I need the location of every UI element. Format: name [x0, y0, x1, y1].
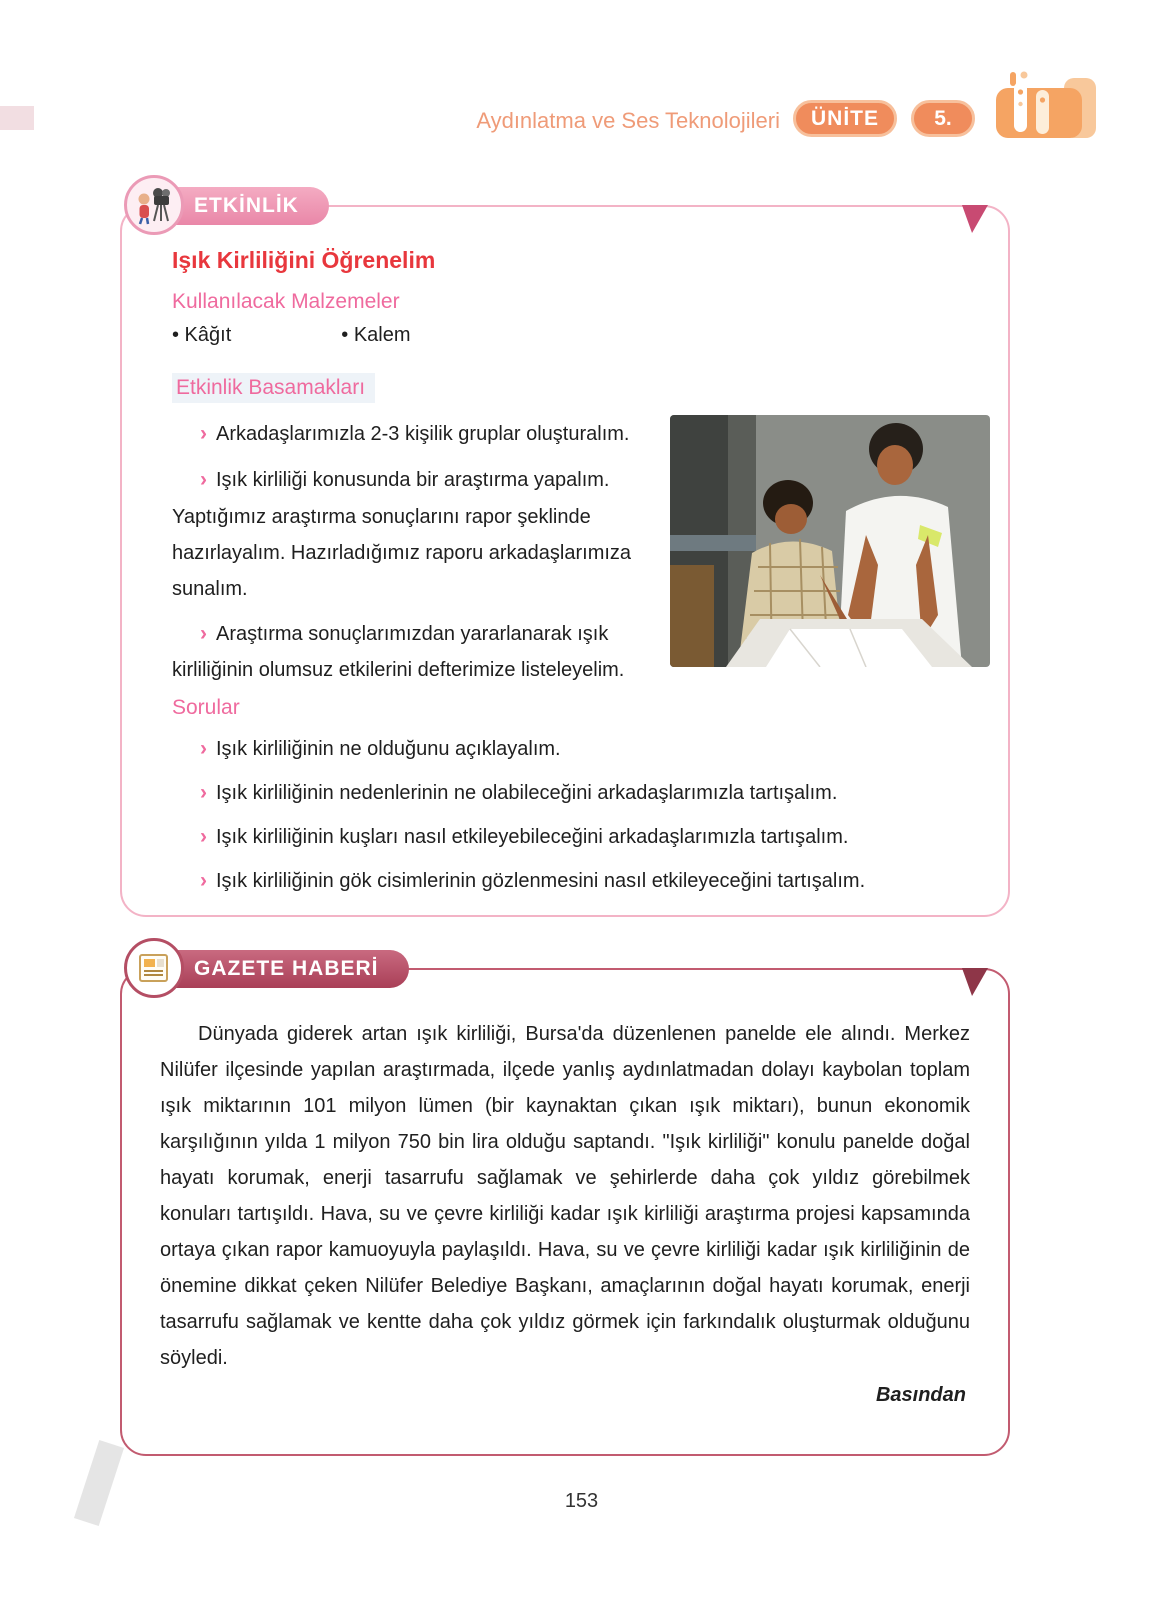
activity-tag-label: ETKİNLİK [130, 187, 329, 225]
materials-heading: Kullanılacak Malzemeler [172, 290, 400, 313]
question-text: Işık kirliliğinin nedenlerinin ne olabileceğini arkadaşlarımızla tartışalım. [216, 782, 838, 805]
corner-ribbon-icon [958, 968, 988, 996]
page-number: 153 [564, 1490, 599, 1512]
newspaper-icon [124, 938, 184, 998]
activity-content [122, 207, 1008, 915]
materials-list [172, 324, 990, 347]
question-text: Işık kirliliğinin ne olduğunu açıklayalım. [216, 738, 561, 761]
steps-area [172, 415, 990, 688]
arrow-bullet-icon: › [200, 824, 207, 848]
news-body: Dünyada giderek artan ışık kirliliği, Bursa'da düzenlenen panelde ele alındı. Merkez Nilüfer ilçesinde yapılan araştırmada, ilçede yanlış aydınlatmadan dolayı kaybolan toplam ışık miktarının 101 milyon lümen (bir kaynaktan çıkan ışık miktarı), bunun ekonomik karşılığının yılda 1 milyon 750 bin lira olduğu saptandı. "Işık kirliliği" konulu panelde doğal hayatı korumak, enerji tasarrufu sağlamak ve şehirlerde daha çok yıldız görebilmek konuları tartışıldı. Hava, su ve çevre kirliliği kadar ışık kirliliği araştırma projesi kapsamında ortaya çıkan rapor kamuoyuyla paylaşıldı. Hava, su ve çevre kirliliği kadar ışık kirliliğinin de önemine dikkat çeken Nilüfer Belediye Başkanı, amaçlarının doğal hayatı korumak, enerji tasarrufu sağlamak ve kentte daha çok yıldız görmek için farkındalık oluşturmak olduğunu söyledi. [160, 1023, 970, 1369]
activity-question [172, 818, 990, 856]
question-text: Işık kirliliğinin kuşları nasıl etkileyebileceğini arkadaşlarımızla tartışalım. [216, 825, 849, 848]
arrow-bullet-icon: › [200, 781, 207, 805]
news-section [120, 957, 1010, 1456]
test-tubes-icon [980, 70, 1100, 160]
news-content [122, 970, 1008, 1454]
corner-ribbon-icon [958, 205, 988, 233]
material-item: • Kalem [341, 324, 411, 346]
arrow-bullet-icon: › [200, 868, 207, 892]
news-tag-label: GAZETE HABERİ [130, 950, 409, 988]
arrow-bullet-icon: › [200, 422, 207, 445]
activity-photo [670, 415, 990, 667]
page-edge-decoration-bottom [74, 1440, 124, 1526]
page-edge-decoration-top [0, 106, 34, 130]
arrow-bullet-icon: › [200, 737, 207, 761]
activity-title: Işık Kirliliğini Öğrenelim [172, 247, 436, 273]
unit-label-badge: ÜNİTE [793, 100, 897, 137]
material-item: • Kâğıt [172, 324, 232, 346]
step-text: Araştırma sonuçlarımızdan yararlanarak ışık kirliliğinin olumsuz etkilerini defterimize listeleyelim. [172, 622, 625, 682]
activity-question [172, 862, 990, 900]
arrow-bullet-icon: › [200, 621, 207, 645]
activity-tag [130, 187, 329, 227]
step-text: Işık kirliliği konusunda bir araştırma yapalım. Yaptığımız araştırma sonuçlarını rapor şeklinde hazırlayalım. Hazırladığımız raporu arkadaşlarımıza sunalım. [172, 468, 632, 600]
activity-question [172, 774, 990, 812]
step-text: Arkadaşlarımızla 2-3 kişilik gruplar oluşturalım. [216, 423, 630, 445]
questions-heading: Sorular [172, 696, 240, 720]
unit-number-badge: 5. [911, 100, 975, 137]
chapter-title: Aydınlatma ve Ses Teknolojileri [476, 108, 780, 133]
news-source: Basından [875, 1384, 966, 1406]
activity-section [120, 194, 1010, 917]
arrow-bullet-icon: › [200, 467, 207, 491]
news-tag [130, 950, 409, 990]
steps-heading: Etkinlik Basamakları [172, 373, 375, 403]
activity-question [172, 730, 990, 768]
activity-camera-icon [124, 175, 184, 235]
question-text: Işık kirliliğinin gök cisimlerinin gözlenmesini nasıl etkileyeceğini tartışalım. [216, 869, 866, 892]
